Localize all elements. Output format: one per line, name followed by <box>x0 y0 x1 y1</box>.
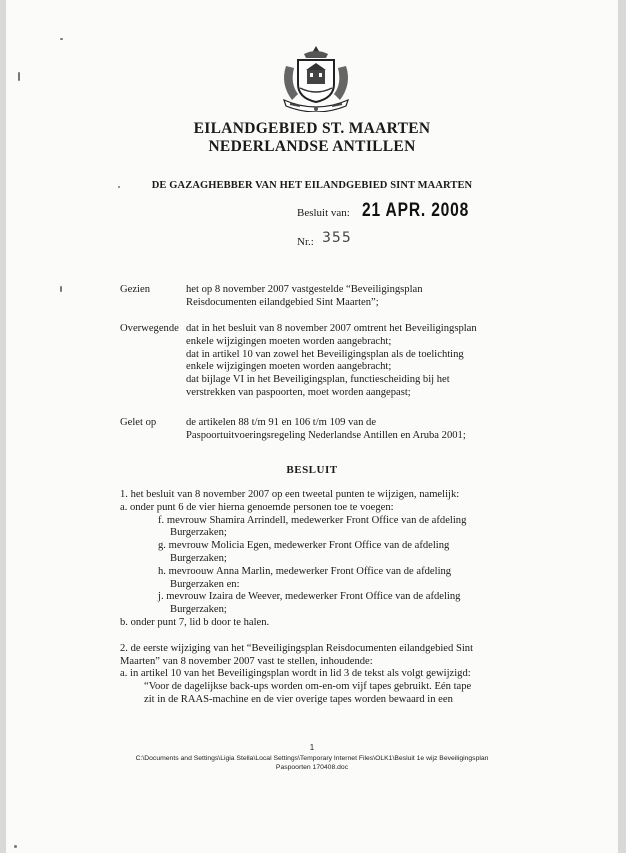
decision-line: 2. de eerste wijziging van het “Beveiligingsplan Reisdocumenten eilandgebied Sint <box>120 642 474 654</box>
header-title-line2: NEDERLANDSE ANTILLEN <box>208 138 416 155</box>
decision-line: g. mevrouw Molicia Egen, medewerker Front Office van de afdeling <box>158 540 450 552</box>
decision-line: Burgerzaken; <box>170 604 227 616</box>
consideration-text-gelet-op: de artikelen 88 t/m 91 en 106 t/m 109 van de Paspoortuitvoeringsregeling Nederlandse Antillen en Aruba 2001; <box>186 417 466 441</box>
besluit-title: BESLUIT <box>286 464 338 476</box>
nr-handwritten-value: 355 <box>322 230 352 246</box>
coat-of-arms-emblem <box>276 44 356 112</box>
document-page <box>6 0 618 853</box>
decision-line: Burgerzaken; <box>170 552 227 564</box>
header-title-line1: EILANDGEBIED ST. MAARTEN <box>193 120 431 137</box>
date-stamp: 21 APR. 2008 <box>362 200 470 221</box>
scan-mark <box>60 38 63 40</box>
page-number-mark: 1 <box>309 743 315 752</box>
decision-section <box>120 489 590 707</box>
consideration-label-overwegende: Overwegende <box>120 323 179 334</box>
consideration-text-gezien: het op 8 november 2007 vastgestelde “Beveiligingsplan Reisdocumenten eilandgebied Sint Maarten”; <box>186 284 423 308</box>
decision-line: “Voor de dagelijkse back-ups worden om-en-om vijf tapes gebruikt. Eén tape <box>144 681 472 693</box>
decision-line: f. mevrouw Shamira Arrindell, medewerker Front Office van de afdeling <box>158 514 467 526</box>
footer-file-path: C:\Documents and Settings\Ligia Stella\Local Settings\Temporary Internet Files\OLK1\Besluit 1e wijz Beveiligingsplan Paspoorten 170408.doc <box>135 755 489 771</box>
authority-heading: DE GAZAGHEBBER VAN HET EILANDGEBIED SINT MAARTEN <box>151 180 473 191</box>
consideration-label-gezien: Gezien <box>120 284 150 295</box>
decision-line: Burgerzaken; <box>170 527 227 539</box>
decision-line: j. mevrouw Izaira de Weever, medewerker Front Office van de afdeling <box>158 591 461 603</box>
decision-line: a. in artikel 10 van het Beveiligingsplan wordt in lid 3 de tekst als volgt gewijzigd: <box>120 668 471 680</box>
decision-line: b. onder punt 7, lid b door te halen. <box>120 616 270 628</box>
decision-line: 1. het besluit van 8 november 2007 op een tweetal punten te wijzigen, namelijk: <box>120 489 460 500</box>
scan-mark <box>118 186 120 188</box>
nr-label: Nr.: <box>297 236 314 248</box>
consideration-text-overwegende: dat in het besluit van 8 november 2007 omtrent het Beveiligingsplan enkele wijzigingen moeten worden aangebracht; dat in artikel 10 van zowel het Beveiligingsplan als de toelichting enkele wijzigingen moeten worden aangebracht; dat bijlage VI in het Beveiligingsplan, functiescheiding bij het verstrekken van paspoorten, moet worden aangepast; <box>186 323 477 398</box>
decision-line: h. mevroouw Anna Marlin, medewerker Front Office van de afdeling <box>158 565 452 577</box>
decision-line: Burgerzaken en: <box>170 578 240 590</box>
besluit-label: Besluit van: <box>297 207 350 219</box>
decision-line: Maarten” van 8 november 2007 vast te stellen, inhoudende: <box>120 655 373 667</box>
consideration-label-gelet-op: Gelet op <box>120 417 157 428</box>
decision-line: a. onder punt 6 de vier hierna genoemde personen toe te voegen: <box>120 501 394 513</box>
scan-mark <box>18 72 20 81</box>
decision-line: zit in de RAAS-machine en de vier overige tapes worden bewaard in een <box>144 693 453 705</box>
scan-mark <box>14 845 17 848</box>
scan-mark <box>60 286 62 292</box>
